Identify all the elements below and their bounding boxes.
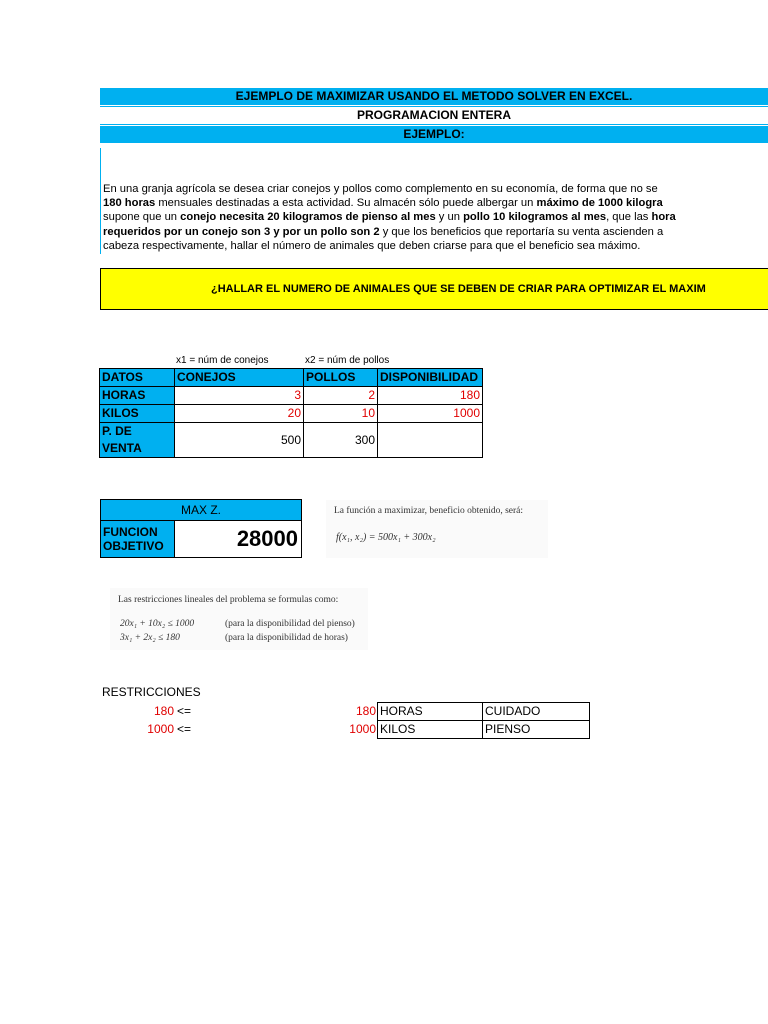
desc-line-5: cabeza respectivamente, hallar el número de animales que deben criarse para que el beneficio sea máximo. [103, 239, 641, 252]
restriction-1-lhs[interactable] [120, 704, 174, 718]
restriction-1-rhs[interactable]: 180 [355, 704, 376, 718]
formula-expression: f(x₁, x₂) = 500x₁ + 300x₂ [336, 532, 436, 543]
cell-precio-disp[interactable] [378, 423, 483, 458]
constraint-1-note: (para la disponibilidad del pienso) [225, 619, 355, 629]
question-banner [100, 268, 768, 310]
restriction-2-name[interactable]: KILOS [378, 721, 483, 739]
table-row [100, 387, 483, 405]
restriction-1-name[interactable]: HORAS [378, 703, 483, 721]
constraint-2: 3x₁ + 2x₂ ≤ 180 [120, 633, 180, 643]
restriction-1-op: <= [177, 704, 192, 718]
header-disponibilidad[interactable]: DISPONIBILIDAD [378, 369, 483, 387]
restrictions-table [377, 702, 590, 739]
restriction-2-rhs[interactable]: 1000 [349, 722, 376, 736]
constraint-1: 20x₁ + 10x₂ ≤ 1000 [120, 619, 195, 629]
cell-precio-pollos[interactable]: 300 [304, 423, 378, 458]
data-table [99, 368, 483, 458]
table-row [100, 405, 483, 423]
formula-image [326, 500, 548, 558]
desc-line-3b: y un [435, 211, 464, 224]
cell-kilos-pollos[interactable]: 10 [304, 405, 378, 423]
desc-line-3c: , que las [606, 211, 652, 224]
cell-kilos-conejos[interactable]: 20 [175, 405, 304, 423]
cell-kilos-disp[interactable]: 1000 [378, 405, 483, 423]
desc-bold-requeridos: requeridos por un conejo son 3 y por un pollo son 2 [103, 225, 380, 238]
desc-bold-hours: 180 horas [103, 197, 156, 210]
problem-description [100, 148, 768, 254]
cell-horas-disp[interactable]: 180 [378, 387, 483, 405]
max-z-title[interactable]: MAX Z. [101, 500, 301, 521]
max-z-box [100, 499, 302, 558]
restriction-1-type[interactable]: CUIDADO [483, 703, 590, 721]
desc-line-4: y que los beneficios que reportaría su venta ascienden a [379, 225, 664, 238]
table-row [378, 721, 590, 739]
row-label-kilos[interactable]: KILOS [100, 405, 175, 423]
objective-function-label[interactable] [101, 521, 175, 557]
header-datos[interactable]: DATOS [100, 369, 175, 387]
restrictions-title: RESTRICCIONES [102, 685, 201, 699]
header-pollos[interactable]: POLLOS [304, 369, 378, 387]
formula-caption: La función a maximizar, beneficio obtenido, será: [334, 506, 524, 516]
row-label-horas[interactable]: HORAS [100, 387, 175, 405]
desc-line-1: En una granja agrícola se desea criar conejos y pollos como complemento en su economía, de forma que no se [103, 183, 658, 195]
header-conejos[interactable]: CONEJOS [175, 369, 304, 387]
sheet-title: EJEMPLO DE MAXIMIZAR USANDO EL METODO SOLVER EN EXCEL. [100, 88, 768, 105]
cell-horas-conejos[interactable]: 3 [175, 387, 304, 405]
desc-bold-hora: hora [651, 211, 676, 224]
table-row [100, 423, 483, 458]
restriction-2-lhs[interactable] [120, 722, 174, 736]
cell-precio-conejos[interactable]: 500 [175, 423, 304, 458]
objective-value[interactable]: 28000 [236, 526, 298, 551]
restriction-2-lhs-value: 1000 [147, 722, 174, 736]
example-heading: EJEMPLO: [100, 126, 768, 143]
question-text: ¿HALLAR EL NUMERO DE ANIMALES QUE SE DEBEN DE CRIAR PARA OPTIMIZAR EL MAXIM [211, 283, 706, 295]
desc-line-2: mensuales destinadas a esta actividad. Su almacén sólo puede albergar un [155, 197, 537, 210]
sheet-subtitle: PROGRAMACION ENTERA [100, 106, 768, 125]
table-row [378, 703, 590, 721]
constraints-image [110, 588, 368, 650]
desc-bold-conejo: conejo necesita 20 kilogramos de pienso al mes [180, 211, 436, 224]
objective-label-line1: FUNCION [103, 525, 158, 539]
table-header-row [100, 369, 483, 387]
constraints-caption: Las restricciones lineales del problema se formulas como: [118, 595, 339, 605]
variable-x2: x2 = núm de pollos [305, 355, 390, 366]
desc-bold-max: máximo de 1000 kilogra [536, 197, 663, 210]
restriction-2-type[interactable]: PIENSO [483, 721, 590, 739]
cell-horas-pollos[interactable]: 2 [304, 387, 378, 405]
desc-line-3a: supone que un [103, 211, 181, 224]
objective-label-line2: OBJETIVO [103, 539, 164, 553]
desc-bold-pollo: pollo 10 kilogramos al mes [463, 211, 607, 224]
variable-x1: x1 = núm de conejos [176, 355, 269, 366]
restriction-2-op: <= [177, 722, 192, 736]
restriction-1-lhs-value: 180 [153, 704, 174, 718]
row-label-precio[interactable]: P. DE VENTA [100, 423, 175, 458]
constraint-2-note: (para la disponibilidad de horas) [225, 633, 348, 643]
